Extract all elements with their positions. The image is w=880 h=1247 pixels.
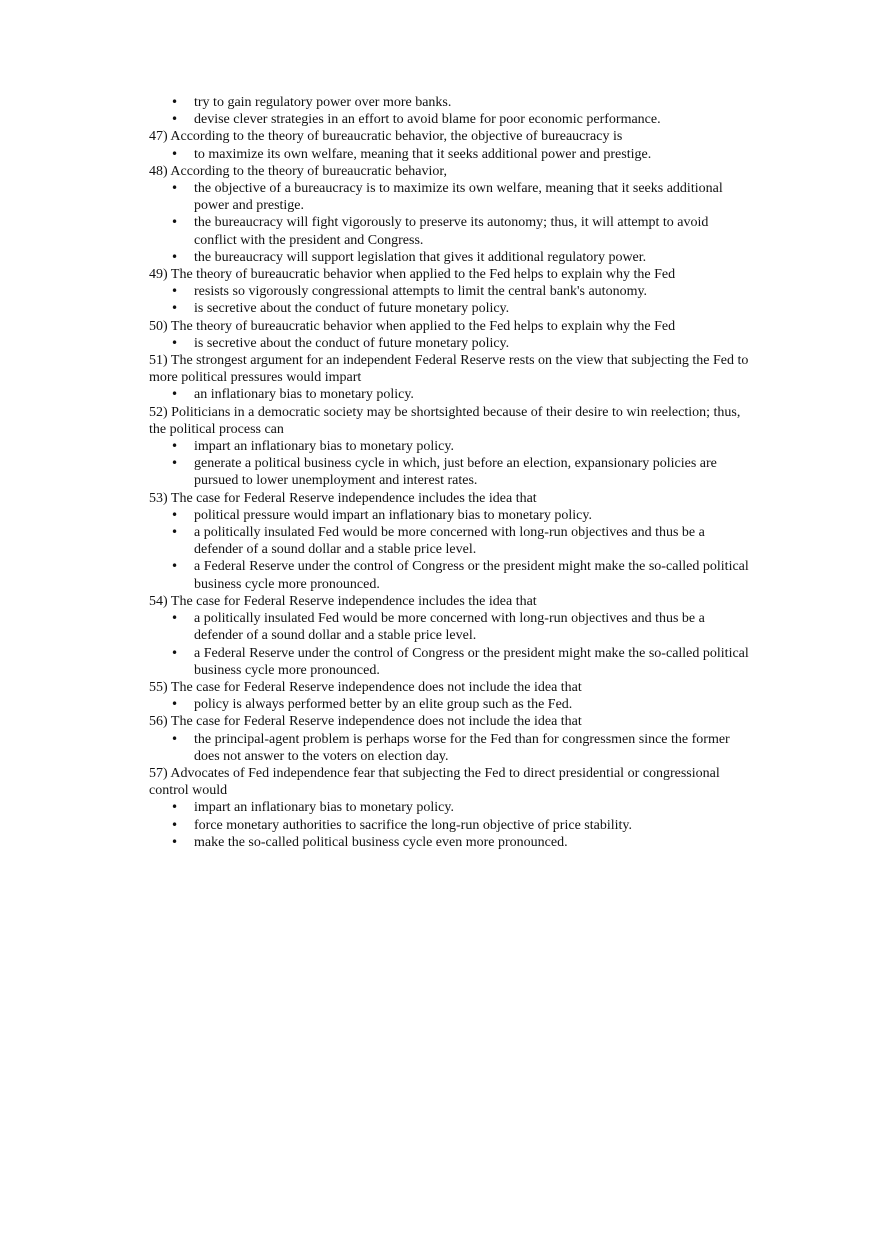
answer-item: • a Federal Reserve under the control of Congress or the president might make the so-called political business cycle more pronounced. bbox=[149, 558, 754, 592]
answer-item: • impart an inflationary bias to monetary policy. bbox=[149, 438, 754, 455]
answer-item: • make the so-called political business cycle even more pronounced. bbox=[149, 834, 754, 851]
answer-list bbox=[149, 180, 754, 266]
question-48: 48) According to the theory of bureaucratic behavior, bbox=[149, 163, 447, 179]
answer-item: • a Federal Reserve under the control of Congress or the president might make the so-called political business cycle more pronounced. bbox=[149, 645, 754, 679]
answer-list bbox=[149, 146, 754, 163]
answer-item: • force monetary authorities to sacrifice the long-run objective of price stability. bbox=[149, 817, 754, 834]
answer-item: • the principal-agent problem is perhaps worse for the Fed than for congressmen since the former does not answer to the voters on election day. bbox=[149, 731, 754, 765]
answer-list bbox=[149, 283, 754, 317]
answer-item: • is secretive about the conduct of future monetary policy. bbox=[149, 335, 754, 352]
question-56: 56) The case for Federal Reserve independence does not include the idea that bbox=[149, 714, 582, 730]
answer-list bbox=[149, 731, 754, 765]
document-page bbox=[149, 94, 754, 851]
question-53: 53) The case for Federal Reserve independence includes the idea that bbox=[149, 490, 537, 506]
answer-list bbox=[149, 696, 754, 713]
answer-list bbox=[149, 507, 754, 593]
question-57: 57) Advocates of Fed independence fear that subjecting the Fed to direct presidential or congressional control would bbox=[149, 765, 720, 799]
question-49: 49) The theory of bureaucratic behavior when applied to the Fed helps to explain why the Fed bbox=[149, 267, 676, 283]
answer-list bbox=[149, 799, 754, 851]
question-50: 50) The theory of bureaucratic behavior when applied to the Fed helps to explain why the Fed bbox=[149, 318, 676, 334]
answer-list bbox=[149, 438, 754, 490]
question-51: 51) The strongest argument for an independent Federal Reserve rests on the view that subjecting the Fed to more political pressures would impart bbox=[149, 353, 749, 386]
answer-item: • a politically insulated Fed would be more concerned with long-run objectives and thus be a defender of a sound dollar and a stable price level. bbox=[149, 524, 754, 558]
answer-item: • the bureaucracy will support legislation that gives it additional regulatory power. bbox=[149, 249, 754, 266]
answer-item: • political pressure would impart an inflationary bias to monetary policy. bbox=[149, 507, 754, 524]
answer-item: • to maximize its own welfare, meaning that it seeks additional power and prestige. bbox=[149, 146, 754, 163]
answer-list bbox=[149, 94, 754, 128]
question-55: 55) The case for Federal Reserve independence does not include the idea that bbox=[149, 679, 582, 695]
answer-item: • the objective of a bureaucracy is to maximize its own welfare, meaning that it seeks additional power and prestige. bbox=[149, 180, 754, 214]
answer-item: • generate a political business cycle in which, just before an election, expansionary policies are pursued to lower unemployment and interest rates. bbox=[149, 455, 754, 489]
answer-item: • policy is always performed better by an elite group such as the Fed. bbox=[149, 696, 754, 713]
question-52: 52) Politicians in a democratic society may be shortsighted because of their desire to win reelection; thus, the political process can bbox=[149, 404, 741, 437]
answer-item: • the bureaucracy will fight vigorously to preserve its autonomy; thus, it will attempt to avoid conflict with the president and Congress. bbox=[149, 214, 754, 248]
answer-item: • an inflationary bias to monetary policy. bbox=[149, 386, 754, 403]
question-47: 47) According to the theory of bureaucratic behavior, the objective of bureaucracy is bbox=[149, 129, 623, 145]
answer-list bbox=[149, 335, 754, 352]
question-54: 54) The case for Federal Reserve independence includes the idea that bbox=[149, 593, 537, 609]
answer-list bbox=[149, 386, 754, 403]
answer-item: • try to gain regulatory power over more banks. bbox=[149, 94, 754, 111]
answer-item: • a politically insulated Fed would be more concerned with long-run objectives and thus be a defender of a sound dollar and a stable price level. bbox=[149, 610, 754, 644]
answer-item: • resists so vigorously congressional attempts to limit the central bank's autonomy. bbox=[149, 283, 754, 300]
answer-item: • impart an inflationary bias to monetary policy. bbox=[149, 799, 754, 816]
answer-item: • devise clever strategies in an effort to avoid blame for poor economic performance. bbox=[149, 111, 754, 128]
answer-list bbox=[149, 610, 754, 679]
answer-item: • is secretive about the conduct of future monetary policy. bbox=[149, 300, 754, 317]
